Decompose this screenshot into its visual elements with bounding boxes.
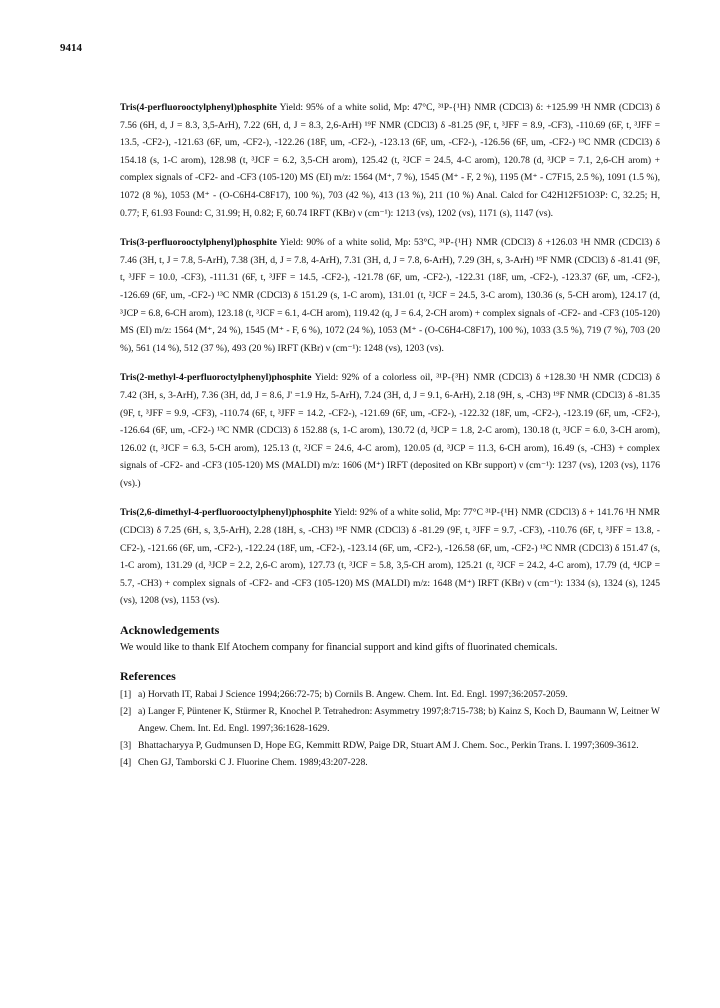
compound-name: Tris(2,6-dimethyl-4-perfluorooctylphenyl)phosphite [120,507,332,519]
reference-item [120,703,660,737]
references-heading: References [120,669,176,684]
reference-list [120,686,660,771]
reference-text: a) Horvath IT, Rabai J Science 1994;266:72-75; b) Cornils B. Angew. Chem. Int. Ed. Engl. 1997;36:2057-2059. [138,689,568,701]
compound-entry [120,99,660,222]
reference-item [120,754,660,771]
compound-name: Tris(4-perfluorooctylphenyl)phosphite [120,102,277,113]
reference-text: Chen GJ, Tamborski C J. Fluorine Chem. 1989;43:207-228. [138,757,368,769]
reference-item [120,686,660,703]
acknowledgements-text: We would like to thank Elf Atochem company for financial support and kind gifts of fluorinated chemicals. [120,642,558,654]
reference-item [120,737,660,754]
reference-number: [3] [120,740,132,752]
compound-name: Tris(3-perfluorooctylphenyl)phosphite [120,237,277,249]
article-body [120,99,660,771]
compound-entry [120,504,660,610]
reference-text: Bhattacharyya P, Gudmunsen D, Hope EG, Kemmitt RDW, Paige DR, Stuart AM J. Chem. Soc., Perkin Trans. I. 1997;3609-3612. [138,740,639,752]
reference-number: [2] [120,706,132,718]
compound-entry [120,369,660,492]
compound-data: Yield: 90% of a white solid, Mp: 53°C, ³¹P-{¹H} NMR (CDCl3) δ +126.03 ¹H NMR (CDCl3) δ 7.46 (3H, t, J = 7.8, 5-ArH), 7.38 (3H, d, J = 7.8, 4-ArH), 7.31 (3H, d, J = 7.8, 6-ArH), 7.29 (3H, s, 3-ArH) ¹⁹F NMR (CDCl3) δ -81.41 (9F, t, ³JFF = 10.0, -CF3), -111.31 (6F, t, ³JFF = 14.5, -CF2-), -121.78 (6F, um, -CF2-), -122.31 (18F, um, -CF2-), -123.37 (6F, um, -CF2-), -126.69 (6F, um, -CF2-) ¹³C NMR (CDCl3) δ 151.29 (s, 1-C arom), 131.01 (t, ²JCF = 24.5, 3-C arom), 130.36 (s, 5-CH arom), 124.17 (d, ³JCP = 6.8, 6-CH arom), 123.18 (t, ³JCF = 6.1, 4-CH arom), 119.42 (q, J = 6.4, 2-CH arom) + complex signals of -CF2- and -CF3 (105-120) MS (EI) m/z: 1564 (M⁺, 24 %), 1545 (M⁺ - F, 6 %), 1072 (24 %), 1053 (M⁺ - (O-C6H4-C8F17), 100 %), 1033 (3.5 %), 719 (7 %), 703 (20 %), 561 (14 %), 512 (37 %), 493 (20 %) IRFT (KBr) ν (cm⁻¹): 1248 (vs), 1203 (vs). [120,237,661,354]
reference-number: [1] [120,689,132,701]
page-number: 9414 [60,42,82,54]
reference-text: a) Langer F, Püntener K, Stürmer R, Knochel P. Tetrahedron: Asymmetry 1997;8:715-738; b) Kainz S, Koch D, Baumann W, Leitner W Angew. Chem. Int. Ed. Engl. 1997;36:1628-1629. [138,706,660,735]
reference-number: [4] [120,757,132,769]
compound-data: Yield: 92% of a white solid, Mp: 77°C ³¹P-{¹H} NMR (CDCl3) δ + 141.76 ¹H NMR (CDCl3) δ 7.25 (6H, s, 3,5-ArH), 2.28 (18H, s, -CH3) ¹⁹F NMR (CDCl3) δ -81.29 (9F, t, ³JFF = 9.7, -CF3), -110.76 (6F, t, ³JFF = 13.8, -CF2-), -121.66 (6F, um, -CF2-), -122.24 (18F, um, -CF2-), -123.14 (6F, um, -CF2-), -126.58 (6F, um, -CF2-) ¹³C NMR (CDCl3) δ 151.47 (s, 1-C arom), 131.29 (d, ³JCP = 2.2, 2,6-C arom), 127.73 (t, ³JCF = 5.8, 3,5-CH arom), 125.21 (t, ²JCF = 24.2, 4-C arom), 17.79 (d, ⁴JCP = 5.7, -CH3) + complex signals of -CF2- and -CF3 (105-120) MS (MALDI) m/z: 1648 (M⁺) IRFT (KBr) ν (cm⁻¹): 1334 (s), 1324 (s), 1245 (vs), 1208 (vs), 1153 (vs). [120,507,660,607]
compound-name: Tris(2-methyl-4-perfluoroctylphenyl)phosphite [120,372,312,384]
compound-data: Yield: 92% of a colorless oil, ³¹P-{³H} NMR (CDCl3) δ +128.30 ¹H NMR (CDCl3) δ 7.42 (3H, s, 3-ArH), 7.36 (3H, dd, J = 8.6, J' =1.9 Hz, 5-ArH), 7.24 (3H, d, J = 9.1, 6-ArH), 2.18 (9H, s, -CH3) ¹⁹F NMR (CDCl3) δ -81.35 (9F, t, ³JFF = 9.9, -CF3), -110.74 (6F, t, ³JFF = 14.2, -CF2-), -121.69 (6F, um, -CF2-), -122.32 (18F, um, -CF2-), -123.19 (6F, um, -CF2-), -126.64 (6F, um, -CF2-) ¹³C NMR (CDCl3) δ 152.88 (s, 1-C arom), 130.72 (d, ³JCP = 1.8, 2-C arom), 130.18 (t, ³JCF = 6.0, 3-CH arom), 126.02 (t, ³JCF = 6.3, 5-CH arom), 125.13 (t, ²JCF = 24.6, 4-C arom), 120.05 (d, ³JCP = 11.3, 6-CH arom), 16.49 (s, -CH3) + complex signals of -CF2- and -CF3 (105-120) MS (MALDI) m/z: 1606 (M⁺) IRFT (deposited on KBr support) ν (cm⁻¹): 1237 (vs), 1203 (vs), 1176 (vs).) [120,372,660,489]
compound-data: Yield: 95% of a white solid, Mp: 47°C, ³¹P-{¹H} NMR (CDCl3) δ: +125.99 ¹H NMR (CDCl3) δ 7.56 (6H, d, J = 8.3, 3,5-ArH), 7.22 (6H, d, J = 8.3, 2,6-ArH) ¹⁹F NMR (CDCl3) δ -81.25 (9F, t, ³JFF = 8.9, -CF3), -110.69 (6F, t, ³JFF = 13.5, -CF2-), -121.63 (6F, um, -CF2-), -122.26 (18F, um, -CF2-), -123.13 (6F, um, -CF2-), -126.56 (6F, um, -CF2-) ¹³C NMR (CDCl3) δ 154.18 (s, 1-C arom), 128.98 (t, ³JCF = 6.2, 3,5-CH arom), 125.42 (t, ²JCF = 24.5, 4-C arom), 120.78 (d, ³JCP = 7.1, 2,6-CH arom) + complex signals of -CF2- and -CF3 (105-120) MS (EI) m/z: 1564 (M⁺, 7 %), 1545 (M⁺ - F, 2 %), 1195 (M⁺ - C7F15, 2.5 %), 1091 (1.5 %), 1072 (8 %), 1053 (M⁺ - (O-C6H4-C8F17), 100 %), 703 (42 %), 413 (13 %), 211 (10 %) Anal. Calcd for C42H12F51O3P: C, 32.25; H, 0.77; F, 61.93 Found: C, 31.99; H, 0.82; F, 60.74 IRFT (KBr) ν (cm⁻¹): 1213 (vs), 1202 (vs), 1171 (s), 1147 (vs). [120,102,660,219]
compound-entry [120,234,660,357]
acknowledgements-heading: Acknowledgements [120,623,220,638]
